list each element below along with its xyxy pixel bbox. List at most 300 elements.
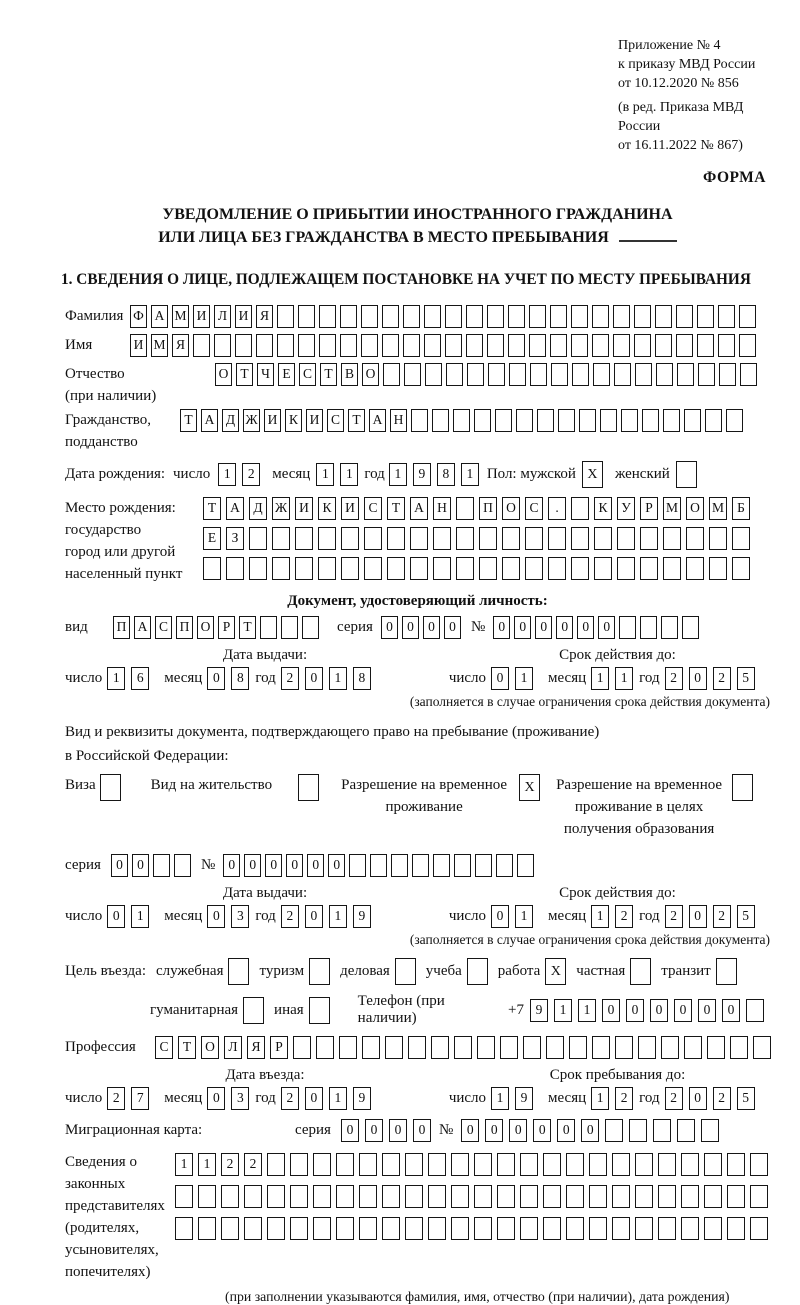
char-box[interactable] — [293, 1036, 311, 1059]
char-box[interactable]: 1 — [329, 1087, 347, 1110]
char-box[interactable]: 0 — [107, 905, 125, 928]
char-box[interactable]: 1 — [591, 1087, 609, 1110]
char-box[interactable] — [543, 1217, 561, 1240]
char-box[interactable]: О — [197, 616, 214, 639]
purpose-transit-checkbox[interactable] — [716, 958, 737, 985]
char-box[interactable] — [566, 1185, 584, 1208]
char-box[interactable] — [705, 409, 722, 432]
char-box[interactable]: 0 — [689, 1087, 707, 1110]
char-box[interactable] — [638, 1036, 656, 1059]
char-box[interactable] — [319, 305, 336, 328]
char-box[interactable] — [336, 1217, 354, 1240]
char-box[interactable]: 1 — [515, 667, 533, 690]
char-box[interactable] — [456, 497, 474, 520]
char-box[interactable]: 2 — [713, 905, 731, 928]
char-box[interactable]: Я — [172, 334, 189, 357]
char-box[interactable] — [653, 1119, 671, 1142]
char-box[interactable] — [290, 1153, 308, 1176]
char-box[interactable]: 0 — [461, 1119, 479, 1142]
char-box[interactable] — [475, 854, 492, 877]
char-box[interactable] — [382, 305, 399, 328]
char-box[interactable]: 5 — [737, 905, 755, 928]
char-box[interactable] — [340, 334, 357, 357]
char-box[interactable]: 3 — [231, 1087, 249, 1110]
char-box[interactable]: П — [176, 616, 193, 639]
char-box[interactable] — [290, 1217, 308, 1240]
char-box[interactable] — [425, 363, 442, 386]
char-box[interactable]: 1 — [461, 463, 479, 486]
char-box[interactable]: 1 — [578, 999, 596, 1022]
char-box[interactable] — [382, 1153, 400, 1176]
sex-female-checkbox[interactable] — [676, 461, 697, 488]
char-box[interactable] — [349, 854, 366, 877]
char-box[interactable]: 0 — [689, 667, 707, 690]
char-box[interactable]: 8 — [231, 667, 249, 690]
char-box[interactable] — [615, 1036, 633, 1059]
char-box[interactable]: 1 — [554, 999, 572, 1022]
char-box[interactable]: И — [341, 497, 359, 520]
char-box[interactable] — [571, 497, 589, 520]
visa-checkbox[interactable] — [100, 774, 121, 801]
char-box[interactable] — [387, 557, 405, 580]
char-box[interactable]: Т — [239, 616, 256, 639]
char-box[interactable] — [635, 363, 652, 386]
char-box[interactable]: 2 — [244, 1153, 262, 1176]
char-box[interactable]: Л — [224, 1036, 242, 1059]
char-box[interactable]: С — [525, 497, 543, 520]
char-box[interactable] — [750, 1185, 768, 1208]
char-box[interactable]: Е — [278, 363, 295, 386]
char-box[interactable] — [635, 1153, 653, 1176]
char-box[interactable] — [594, 527, 612, 550]
char-box[interactable] — [589, 1153, 607, 1176]
char-box[interactable] — [318, 527, 336, 550]
char-box[interactable]: 2 — [713, 667, 731, 690]
char-box[interactable] — [474, 1185, 492, 1208]
char-box[interactable] — [433, 854, 450, 877]
sex-male-checkbox[interactable]: X — [582, 461, 603, 488]
char-box[interactable] — [260, 616, 277, 639]
char-box[interactable] — [566, 1217, 584, 1240]
char-box[interactable] — [424, 334, 441, 357]
char-box[interactable] — [391, 854, 408, 877]
char-box[interactable] — [454, 854, 471, 877]
char-box[interactable]: . — [548, 497, 566, 520]
char-box[interactable] — [272, 527, 290, 550]
char-box[interactable] — [487, 334, 504, 357]
char-box[interactable]: 0 — [307, 854, 324, 877]
char-box[interactable] — [249, 527, 267, 550]
char-box[interactable] — [571, 305, 588, 328]
char-box[interactable] — [502, 527, 520, 550]
char-box[interactable] — [336, 1185, 354, 1208]
char-box[interactable] — [614, 363, 631, 386]
char-box[interactable] — [221, 1185, 239, 1208]
char-box[interactable]: Ж — [272, 497, 290, 520]
char-box[interactable]: 9 — [353, 905, 371, 928]
purpose-humanitarian-checkbox[interactable] — [243, 997, 264, 1024]
char-box[interactable]: О — [686, 497, 704, 520]
char-box[interactable] — [523, 1036, 541, 1059]
char-box[interactable] — [364, 557, 382, 580]
char-box[interactable] — [175, 1185, 193, 1208]
char-box[interactable]: И — [306, 409, 323, 432]
char-box[interactable] — [640, 616, 657, 639]
char-box[interactable] — [497, 1153, 515, 1176]
char-box[interactable] — [479, 557, 497, 580]
char-box[interactable]: 1 — [491, 1087, 509, 1110]
char-box[interactable] — [508, 334, 525, 357]
char-box[interactable]: Т — [387, 497, 405, 520]
char-box[interactable] — [655, 305, 672, 328]
char-box[interactable] — [497, 1217, 515, 1240]
char-box[interactable] — [451, 1185, 469, 1208]
char-box[interactable] — [727, 1185, 745, 1208]
char-box[interactable]: Б — [732, 497, 750, 520]
char-box[interactable]: 1 — [107, 667, 125, 690]
char-box[interactable]: С — [299, 363, 316, 386]
char-box[interactable]: К — [318, 497, 336, 520]
char-box[interactable] — [543, 1153, 561, 1176]
char-box[interactable]: А — [410, 497, 428, 520]
char-box[interactable]: 0 — [577, 616, 594, 639]
char-box[interactable]: 0 — [650, 999, 668, 1022]
char-box[interactable] — [589, 1185, 607, 1208]
char-box[interactable] — [370, 854, 387, 877]
char-box[interactable] — [496, 854, 513, 877]
char-box[interactable] — [730, 1036, 748, 1059]
char-box[interactable] — [635, 1217, 653, 1240]
char-box[interactable]: Ж — [243, 409, 260, 432]
char-box[interactable] — [428, 1153, 446, 1176]
char-box[interactable]: 0 — [674, 999, 692, 1022]
char-box[interactable] — [272, 557, 290, 580]
char-box[interactable]: 2 — [713, 1087, 731, 1110]
char-box[interactable] — [466, 334, 483, 357]
char-box[interactable] — [746, 999, 764, 1022]
char-box[interactable] — [467, 363, 484, 386]
char-box[interactable] — [474, 1153, 492, 1176]
char-box[interactable] — [704, 1185, 722, 1208]
char-box[interactable] — [477, 1036, 495, 1059]
char-box[interactable] — [203, 557, 221, 580]
char-box[interactable]: А — [151, 305, 168, 328]
char-box[interactable]: 2 — [281, 667, 299, 690]
char-box[interactable] — [405, 1217, 423, 1240]
char-box[interactable] — [214, 334, 231, 357]
char-box[interactable] — [589, 1217, 607, 1240]
char-box[interactable] — [520, 1185, 538, 1208]
char-box[interactable]: З — [226, 527, 244, 550]
char-box[interactable]: Ч — [257, 363, 274, 386]
char-box[interactable] — [382, 334, 399, 357]
char-box[interactable]: 0 — [602, 999, 620, 1022]
char-box[interactable]: 0 — [491, 905, 509, 928]
char-box[interactable]: 0 — [413, 1119, 431, 1142]
char-box[interactable] — [175, 1217, 193, 1240]
char-box[interactable] — [612, 1153, 630, 1176]
char-box[interactable] — [174, 854, 191, 877]
char-box[interactable] — [619, 616, 636, 639]
char-box[interactable]: 0 — [491, 667, 509, 690]
char-box[interactable] — [719, 363, 736, 386]
char-box[interactable]: 2 — [665, 1087, 683, 1110]
char-box[interactable] — [339, 1036, 357, 1059]
char-box[interactable] — [697, 334, 714, 357]
char-box[interactable] — [732, 527, 750, 550]
char-box[interactable]: Т — [178, 1036, 196, 1059]
char-box[interactable]: С — [155, 616, 172, 639]
char-box[interactable] — [451, 1153, 469, 1176]
char-box[interactable] — [428, 1185, 446, 1208]
char-box[interactable] — [361, 305, 378, 328]
char-box[interactable] — [594, 557, 612, 580]
char-box[interactable]: 0 — [509, 1119, 527, 1142]
char-box[interactable]: 0 — [207, 905, 225, 928]
char-box[interactable] — [661, 616, 678, 639]
char-box[interactable] — [663, 557, 681, 580]
char-box[interactable] — [704, 1153, 722, 1176]
char-box[interactable] — [676, 305, 693, 328]
char-box[interactable]: 9 — [353, 1087, 371, 1110]
char-box[interactable] — [359, 1185, 377, 1208]
char-box[interactable]: 2 — [615, 905, 633, 928]
char-box[interactable] — [453, 409, 470, 432]
char-box[interactable] — [732, 557, 750, 580]
char-box[interactable] — [593, 363, 610, 386]
char-box[interactable] — [411, 409, 428, 432]
char-box[interactable] — [635, 1185, 653, 1208]
char-box[interactable] — [663, 527, 681, 550]
char-box[interactable] — [364, 527, 382, 550]
char-box[interactable] — [456, 557, 474, 580]
char-box[interactable]: И — [193, 305, 210, 328]
char-box[interactable] — [479, 527, 497, 550]
char-box[interactable] — [726, 409, 743, 432]
char-box[interactable] — [551, 363, 568, 386]
temp-residence-checkbox[interactable]: X — [519, 774, 540, 801]
char-box[interactable]: 0 — [244, 854, 261, 877]
char-box[interactable]: 1 — [389, 463, 407, 486]
char-box[interactable]: С — [327, 409, 344, 432]
char-box[interactable] — [383, 363, 400, 386]
char-box[interactable]: 0 — [557, 1119, 575, 1142]
char-box[interactable] — [495, 409, 512, 432]
char-box[interactable] — [548, 527, 566, 550]
char-box[interactable] — [572, 363, 589, 386]
char-box[interactable]: 1 — [615, 667, 633, 690]
char-box[interactable] — [474, 409, 491, 432]
char-box[interactable] — [613, 334, 630, 357]
char-box[interactable] — [642, 409, 659, 432]
char-box[interactable]: 3 — [231, 905, 249, 928]
char-box[interactable] — [403, 334, 420, 357]
char-box[interactable] — [571, 527, 589, 550]
char-box[interactable]: 1 — [131, 905, 149, 928]
purpose-work-checkbox[interactable]: X — [545, 958, 566, 985]
char-box[interactable] — [520, 1217, 538, 1240]
char-box[interactable] — [456, 527, 474, 550]
char-box[interactable]: А — [134, 616, 151, 639]
char-box[interactable] — [686, 527, 704, 550]
char-box[interactable]: 1 — [329, 667, 347, 690]
char-box[interactable] — [313, 1153, 331, 1176]
char-box[interactable]: 0 — [581, 1119, 599, 1142]
char-box[interactable]: 8 — [353, 667, 371, 690]
char-box[interactable] — [277, 334, 294, 357]
char-box[interactable]: М — [172, 305, 189, 328]
char-box[interactable] — [612, 1217, 630, 1240]
char-box[interactable] — [295, 527, 313, 550]
char-box[interactable]: 5 — [737, 1087, 755, 1110]
char-box[interactable]: 0 — [423, 616, 440, 639]
char-box[interactable] — [488, 363, 505, 386]
char-box[interactable]: 6 — [131, 667, 149, 690]
char-box[interactable] — [684, 1036, 702, 1059]
char-box[interactable]: 2 — [107, 1087, 125, 1110]
char-box[interactable] — [221, 1217, 239, 1240]
char-box[interactable] — [740, 363, 757, 386]
char-box[interactable] — [500, 1036, 518, 1059]
char-box[interactable] — [313, 1217, 331, 1240]
char-box[interactable]: Р — [270, 1036, 288, 1059]
char-box[interactable] — [530, 363, 547, 386]
char-box[interactable] — [621, 409, 638, 432]
char-box[interactable] — [707, 1036, 725, 1059]
char-box[interactable]: 1 — [591, 905, 609, 928]
char-box[interactable]: У — [617, 497, 635, 520]
purpose-private-checkbox[interactable] — [630, 958, 651, 985]
char-box[interactable] — [658, 1185, 676, 1208]
char-box[interactable] — [445, 305, 462, 328]
char-box[interactable] — [404, 363, 421, 386]
char-box[interactable] — [267, 1153, 285, 1176]
char-box[interactable]: И — [264, 409, 281, 432]
char-box[interactable]: И — [130, 334, 147, 357]
char-box[interactable] — [412, 854, 429, 877]
char-box[interactable]: 0 — [689, 905, 707, 928]
purpose-business-checkbox[interactable] — [395, 958, 416, 985]
char-box[interactable] — [682, 616, 699, 639]
char-box[interactable]: 0 — [485, 1119, 503, 1142]
char-box[interactable] — [640, 557, 658, 580]
char-box[interactable]: 0 — [286, 854, 303, 877]
char-box[interactable] — [466, 305, 483, 328]
char-box[interactable]: 1 — [329, 905, 347, 928]
char-box[interactable]: 0 — [305, 1087, 323, 1110]
char-box[interactable] — [336, 1153, 354, 1176]
char-box[interactable]: 7 — [131, 1087, 149, 1110]
char-box[interactable]: Л — [214, 305, 231, 328]
char-box[interactable]: 1 — [591, 667, 609, 690]
char-box[interactable] — [571, 334, 588, 357]
char-box[interactable]: О — [502, 497, 520, 520]
char-box[interactable] — [277, 305, 294, 328]
char-box[interactable] — [569, 1036, 587, 1059]
char-box[interactable] — [432, 409, 449, 432]
char-box[interactable] — [543, 1185, 561, 1208]
char-box[interactable] — [661, 1036, 679, 1059]
char-box[interactable] — [497, 1185, 515, 1208]
char-box[interactable] — [658, 1217, 676, 1240]
edu-residence-checkbox[interactable] — [732, 774, 753, 801]
char-box[interactable] — [525, 527, 543, 550]
char-box[interactable]: Т — [203, 497, 221, 520]
char-box[interactable] — [681, 1217, 699, 1240]
char-box[interactable]: 0 — [223, 854, 240, 877]
char-box[interactable]: 2 — [281, 1087, 299, 1110]
char-box[interactable]: 1 — [198, 1153, 216, 1176]
char-box[interactable] — [579, 409, 596, 432]
char-box[interactable]: 0 — [493, 616, 510, 639]
char-box[interactable]: М — [151, 334, 168, 357]
char-box[interactable]: 9 — [515, 1087, 533, 1110]
char-box[interactable]: А — [226, 497, 244, 520]
char-box[interactable] — [709, 557, 727, 580]
char-box[interactable] — [235, 334, 252, 357]
char-box[interactable] — [405, 1153, 423, 1176]
char-box[interactable] — [256, 334, 273, 357]
char-box[interactable] — [718, 334, 735, 357]
char-box[interactable] — [226, 557, 244, 580]
char-box[interactable] — [433, 527, 451, 550]
char-box[interactable]: С — [364, 497, 382, 520]
char-box[interactable] — [319, 334, 336, 357]
char-box[interactable] — [508, 305, 525, 328]
char-box[interactable] — [739, 334, 756, 357]
char-box[interactable]: И — [295, 497, 313, 520]
char-box[interactable] — [727, 1217, 745, 1240]
char-box[interactable] — [359, 1217, 377, 1240]
char-box[interactable]: 2 — [242, 463, 260, 486]
char-box[interactable]: Д — [222, 409, 239, 432]
char-box[interactable] — [592, 334, 609, 357]
char-box[interactable]: 0 — [535, 616, 552, 639]
char-box[interactable] — [698, 363, 715, 386]
char-box[interactable] — [516, 409, 533, 432]
char-box[interactable] — [509, 363, 526, 386]
char-box[interactable]: Н — [433, 497, 451, 520]
char-box[interactable] — [550, 334, 567, 357]
char-box[interactable]: 2 — [281, 905, 299, 928]
char-box[interactable]: М — [663, 497, 681, 520]
purpose-study-checkbox[interactable] — [467, 958, 488, 985]
char-box[interactable]: Е — [203, 527, 221, 550]
char-box[interactable]: 0 — [556, 616, 573, 639]
char-box[interactable] — [359, 1153, 377, 1176]
char-box[interactable] — [600, 409, 617, 432]
char-box[interactable]: 0 — [444, 616, 461, 639]
char-box[interactable] — [548, 557, 566, 580]
char-box[interactable] — [727, 1153, 745, 1176]
char-box[interactable]: П — [113, 616, 130, 639]
char-box[interactable] — [558, 409, 575, 432]
char-box[interactable]: Р — [640, 497, 658, 520]
char-box[interactable] — [676, 334, 693, 357]
char-box[interactable]: К — [285, 409, 302, 432]
char-box[interactable] — [244, 1217, 262, 1240]
char-box[interactable] — [153, 854, 170, 877]
char-box[interactable] — [302, 616, 319, 639]
char-box[interactable]: А — [201, 409, 218, 432]
char-box[interactable] — [290, 1185, 308, 1208]
char-box[interactable]: 1 — [175, 1153, 193, 1176]
char-box[interactable]: 9 — [530, 999, 548, 1022]
char-box[interactable]: 0 — [381, 616, 398, 639]
char-box[interactable] — [408, 1036, 426, 1059]
char-box[interactable] — [451, 1217, 469, 1240]
char-box[interactable]: 0 — [132, 854, 149, 877]
